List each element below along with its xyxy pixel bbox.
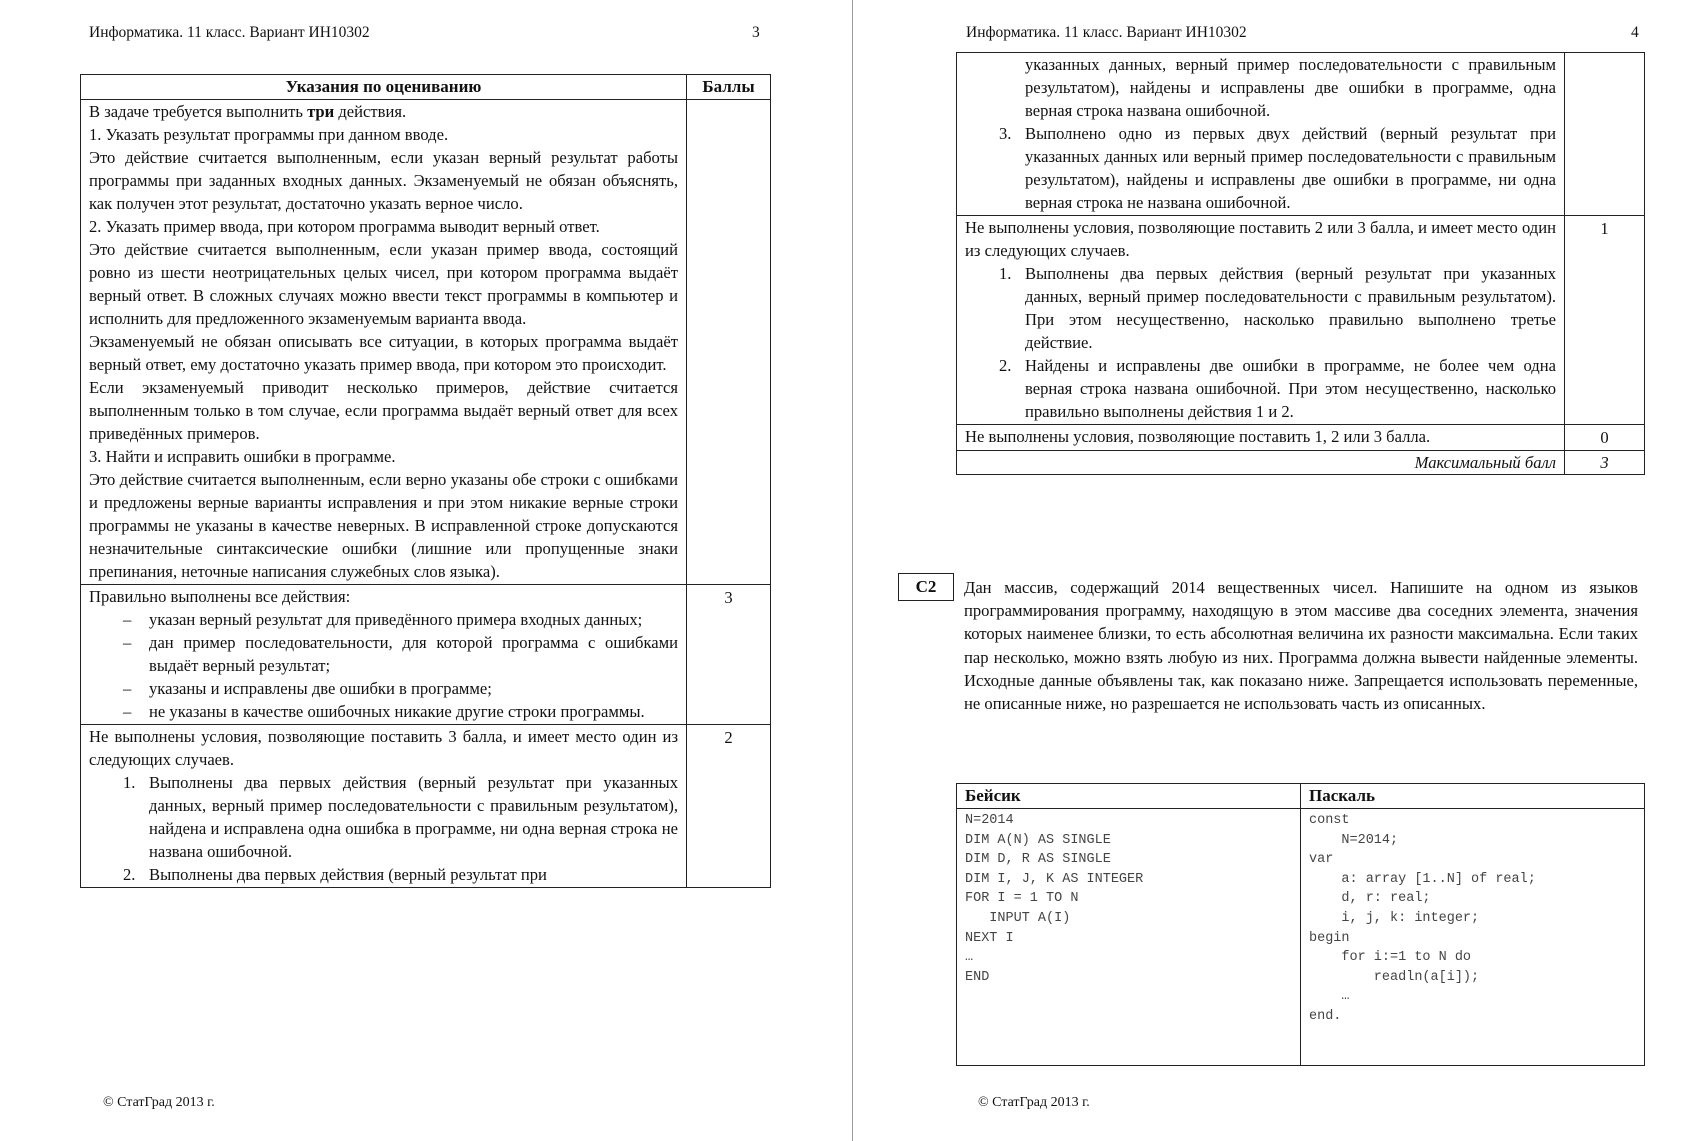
basic-header: Бейсик (957, 784, 1301, 809)
continuation-criteria (957, 53, 1565, 216)
intro-text-a: В задаче требуется выполнить (89, 102, 308, 121)
score1-criteria (957, 216, 1565, 425)
list-text: Выполнены два первых действия (верный результат при указанных данных, верный пример последовательности с правильным результатом). При этом несущественно, насколько правильно выполнено третье действие. (1025, 264, 1556, 352)
points-header: Баллы (687, 75, 771, 100)
list-number: 2. (999, 356, 1012, 375)
list-item: – дан пример последовательности, для которой программа с ошибками выдаёт верный результат; (89, 631, 678, 677)
intro-points-cell (687, 100, 771, 585)
code-line: N=2014 (965, 813, 1014, 828)
page-divider (852, 0, 853, 1141)
list-item (965, 122, 1556, 214)
code-row (957, 809, 1645, 1066)
code-line: i, j, k: integer; (1309, 910, 1480, 926)
intro-paragraph: 2. Указать пример ввода, при котором программа выводит верный ответ. (89, 217, 600, 236)
pascal-header: Паскаль (1301, 784, 1645, 809)
code-line: N=2014; (1309, 832, 1399, 848)
intro-paragraph: 1. Указать результат программы при данном вводе. (89, 125, 449, 144)
list-item (89, 863, 678, 886)
score2-points: 2 (687, 725, 771, 888)
continuation-points (1565, 53, 1645, 216)
score3-row (81, 585, 771, 725)
intro-row (81, 100, 771, 585)
list-text: Выполнены два первых действия (верный результат при (149, 865, 547, 884)
code-line: readln(a[i]); (1309, 969, 1480, 985)
score3-criteria (81, 585, 687, 725)
list-number: 2. (123, 865, 136, 884)
code-line: INPUT A(I) (965, 910, 1071, 926)
list-number: 1. (999, 264, 1012, 283)
score3-list (89, 608, 678, 723)
code-line: NEXT I (965, 930, 1014, 946)
list-item (965, 354, 1556, 423)
pascal-code (1301, 809, 1645, 1066)
code-line: … (965, 950, 974, 966)
page-header: Информатика. 11 класс. Вариант ИН10302 (89, 24, 370, 41)
page-header: Информатика. 11 класс. Вариант ИН10302 (966, 24, 1247, 41)
list-item: – указан верный результат для приведённого примера входных данных; (89, 608, 678, 631)
score2-list (89, 771, 678, 886)
code-table (956, 783, 1645, 1066)
code-line: DIM D, R AS SINGLE (965, 852, 1111, 868)
score2-lead: Не выполнены условия, позволяющие поставить 3 балла, и имеет место один из следующих случаев. (89, 727, 678, 769)
list-text: Найдены и исправлены две ошибки в программе, не более чем одна верная строка названа ошибочной. При этом несущественно, насколько правильно выполнены действия 1 и 2. (1025, 356, 1556, 421)
list-item-continued: указанных данных, верный пример последовательности с правильным результатом), найдены и исправлены две ошибки в программе, одна верная строка названа ошибочной. (1025, 55, 1556, 120)
code-line: FOR I = 1 TO N (965, 891, 1079, 907)
max-score-points: 3 (1565, 451, 1645, 475)
code-line: var (1309, 852, 1334, 868)
task-text: Дан массив, содержащий 2014 вещественных чисел. Напишите на одном из языков программирования программу, находящую в этом массиве два соседних элемента, значения которых наименее близки, то есть абсолютная величина их разности максимальна. Если таких пар несколько, можно взять любую из них. Программа должна вывести найденные элементы. Исходные данные объявлены так, как показано ниже. Запрещается использовать переменные, не описанные ниже, но разрешается не использовать часть из описанных. (964, 578, 1638, 714)
score0-criteria: Не выполнены условия, позволяющие поставить 1, 2 или 3 балла. (957, 425, 1565, 451)
grading-table-continued (956, 52, 1645, 475)
intro-bold-three: три (307, 102, 335, 121)
intro-paragraph: 3. Найти и исправить ошибки в программе. (89, 447, 396, 466)
grading-table (80, 74, 771, 888)
list-item (965, 262, 1556, 354)
intro-text-b: действия. (334, 102, 407, 121)
score1-points: 1 (1565, 216, 1645, 425)
code-line: DIM A(N) AS SINGLE (965, 832, 1111, 848)
score0-points: 0 (1565, 425, 1645, 451)
intro-paragraph: Это действие считается выполненным, если указан верный результат работы программы при заданных входных данных. Экзаменуемый не обязан объяснять, как получен этот результат, достаточно указать верное число. (89, 148, 678, 213)
basic-code (957, 809, 1301, 1066)
list-text: Выполнено одно из первых двух действий (верный результат при указанных данных или верный пример последовательности с правильным результатом), найдены и исправлены две ошибки в программе, ни одна верная строка не названа ошибочной. (1025, 124, 1556, 212)
page-footer: © СтатГрад 2013 г. (978, 1095, 1090, 1110)
list-number: 1. (123, 773, 136, 792)
intro-paragraph: Экзаменуемый не обязан описывать все ситуации, в которых программа выдаёт верный ответ, ему достаточно указать пример ввода, при котором это происходит. (89, 332, 678, 374)
task-label: C2 (898, 573, 954, 601)
code-line: a: array [1..N] of real; (1309, 871, 1536, 887)
score2-criteria (81, 725, 687, 888)
list-item: – не указаны в качестве ошибочных никакие другие строки программы. (89, 700, 678, 723)
page-footer: © СтатГрад 2013 г. (103, 1095, 215, 1110)
code-line: begin (1309, 930, 1350, 946)
max-score-label: Максимальный балл (957, 451, 1565, 475)
code-line: … (1309, 989, 1350, 1005)
grading-table-header (81, 75, 771, 100)
score0-row (957, 425, 1645, 451)
page-number: 3 (752, 24, 760, 41)
intro-first-line (89, 100, 678, 123)
code-line: d, r: real; (1309, 891, 1431, 907)
intro-paragraph: Если экзаменуемый приводит несколько примеров, действие считается выполненным только в том случае, если программа выдаёт верный ответ для всех приведённых примеров. (89, 378, 678, 443)
list-text: Выполнены два первых действия (верный результат при указанных данных, верный пример последовательности с правильным результатом), найдена и исправлена одна ошибка в программе, ни одна верная строка не названа ошибочной. (149, 773, 678, 861)
continuation-list (965, 53, 1556, 214)
code-table-header (957, 784, 1645, 809)
left-page (0, 0, 850, 1141)
continuation-row (957, 53, 1645, 216)
score2-row (81, 725, 771, 888)
max-score-row (957, 451, 1645, 475)
score1-lead: Не выполнены условия, позволяющие поставить 2 или 3 балла, и имеет место один из следующих случаев. (965, 218, 1556, 260)
code-line: END (965, 969, 990, 985)
score3-lead: Правильно выполнены все действия: (89, 587, 351, 606)
score3-points: 3 (687, 585, 771, 725)
code-line: DIM I, J, K AS INTEGER (965, 871, 1144, 887)
list-item (89, 771, 678, 863)
score1-list (965, 262, 1556, 423)
page-number: 4 (1631, 24, 1639, 41)
list-number: 3. (999, 124, 1012, 143)
list-item: – указаны и исправлены две ошибки в программе; (89, 677, 678, 700)
intro-cell (81, 100, 687, 585)
criteria-header: Указания по оцениванию (81, 75, 687, 100)
code-line: end. (1309, 1008, 1342, 1024)
intro-paragraph: Это действие считается выполненным, если верно указаны обе строки с ошибками и предложены верные варианты исправления и при этом никакие верные строки программы не указаны в качестве неверных. В исправленной строке допускаются незначительные синтаксические ошибки (лишние или пропущенные знаки препинания, неточные написания служебных слов языка). (89, 470, 678, 581)
code-line: for i:=1 to N do (1309, 950, 1472, 966)
score1-row (957, 216, 1645, 425)
code-line: const (1309, 813, 1350, 828)
intro-paragraph: Это действие считается выполненным, если указан пример ввода, состоящий ровно из шести неотрицательных целых чисел, при котором программа выдаёт верный ответ. В сложных случаях можно ввести текст программы в компьютер и исполнить для предложенного экзаменуемым варианта ввода. (89, 240, 678, 328)
